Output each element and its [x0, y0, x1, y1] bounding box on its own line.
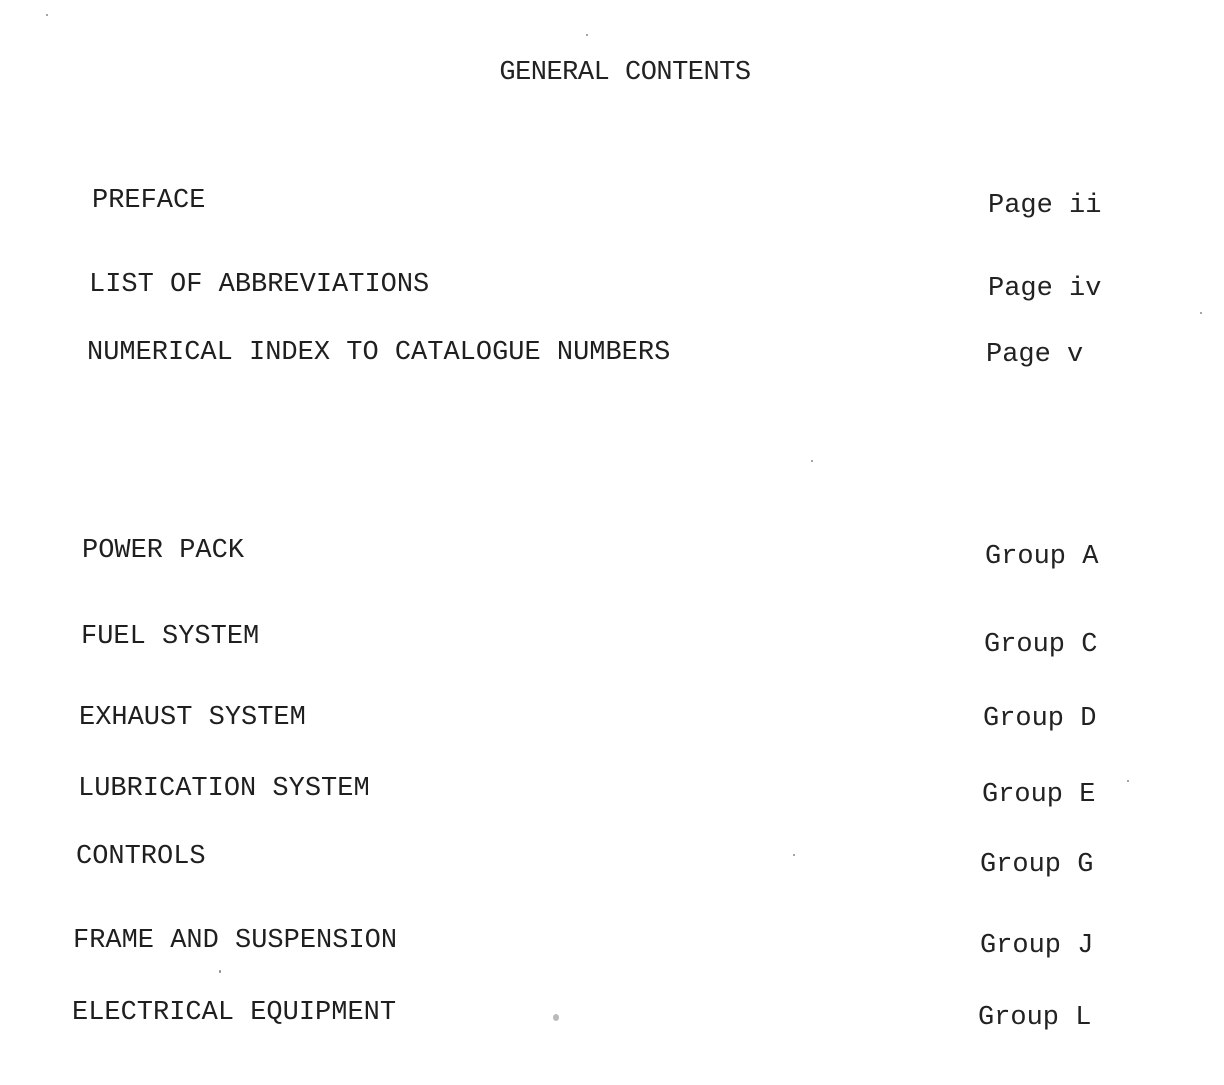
- scan-speck: [1200, 312, 1202, 314]
- toc-entry-power-pack: POWER PACK: [82, 536, 245, 566]
- toc-ref-abbreviations: Page iv: [988, 274, 1102, 304]
- toc-ref-power-pack: Group A: [985, 542, 1099, 572]
- toc-ref-exhaust-system: Group D: [983, 704, 1097, 734]
- scan-speck: [811, 460, 813, 462]
- toc-entry-preface: PREFACE: [92, 186, 206, 216]
- scan-speck: [793, 854, 795, 856]
- toc-ref-preface: Page ii: [988, 191, 1102, 221]
- toc-ref-frame-suspension: Group J: [980, 931, 1094, 961]
- toc-entry-controls: CONTROLS: [76, 842, 206, 872]
- toc-ref-controls: Group G: [980, 850, 1094, 880]
- toc-entry-exhaust-system: EXHAUST SYSTEM: [79, 703, 306, 733]
- toc-entry-abbreviations: LIST OF ABBREVIATIONS: [89, 270, 430, 300]
- scan-speck: [46, 14, 48, 16]
- page-title: GENERAL CONTENTS: [499, 58, 751, 88]
- scan-speck: [553, 1014, 559, 1021]
- scan-speck: [219, 970, 221, 973]
- toc-ref-numerical-index: Page v: [986, 340, 1084, 370]
- toc-entry-fuel-system: FUEL SYSTEM: [81, 622, 260, 652]
- toc-ref-fuel-system: Group C: [984, 630, 1098, 660]
- scan-speck: [586, 34, 588, 36]
- toc-entry-electrical-equipment: ELECTRICAL EQUIPMENT: [72, 998, 397, 1028]
- toc-entry-lubrication-system: LUBRICATION SYSTEM: [78, 774, 370, 804]
- toc-ref-electrical-equipment: Group L: [978, 1003, 1092, 1033]
- toc-ref-lubrication-system: Group E: [982, 780, 1096, 810]
- scan-speck: [1127, 780, 1129, 782]
- toc-entry-numerical-index: NUMERICAL INDEX TO CATALOGUE NUMBERS: [87, 338, 671, 368]
- toc-entry-frame-suspension: FRAME AND SUSPENSION: [73, 926, 398, 956]
